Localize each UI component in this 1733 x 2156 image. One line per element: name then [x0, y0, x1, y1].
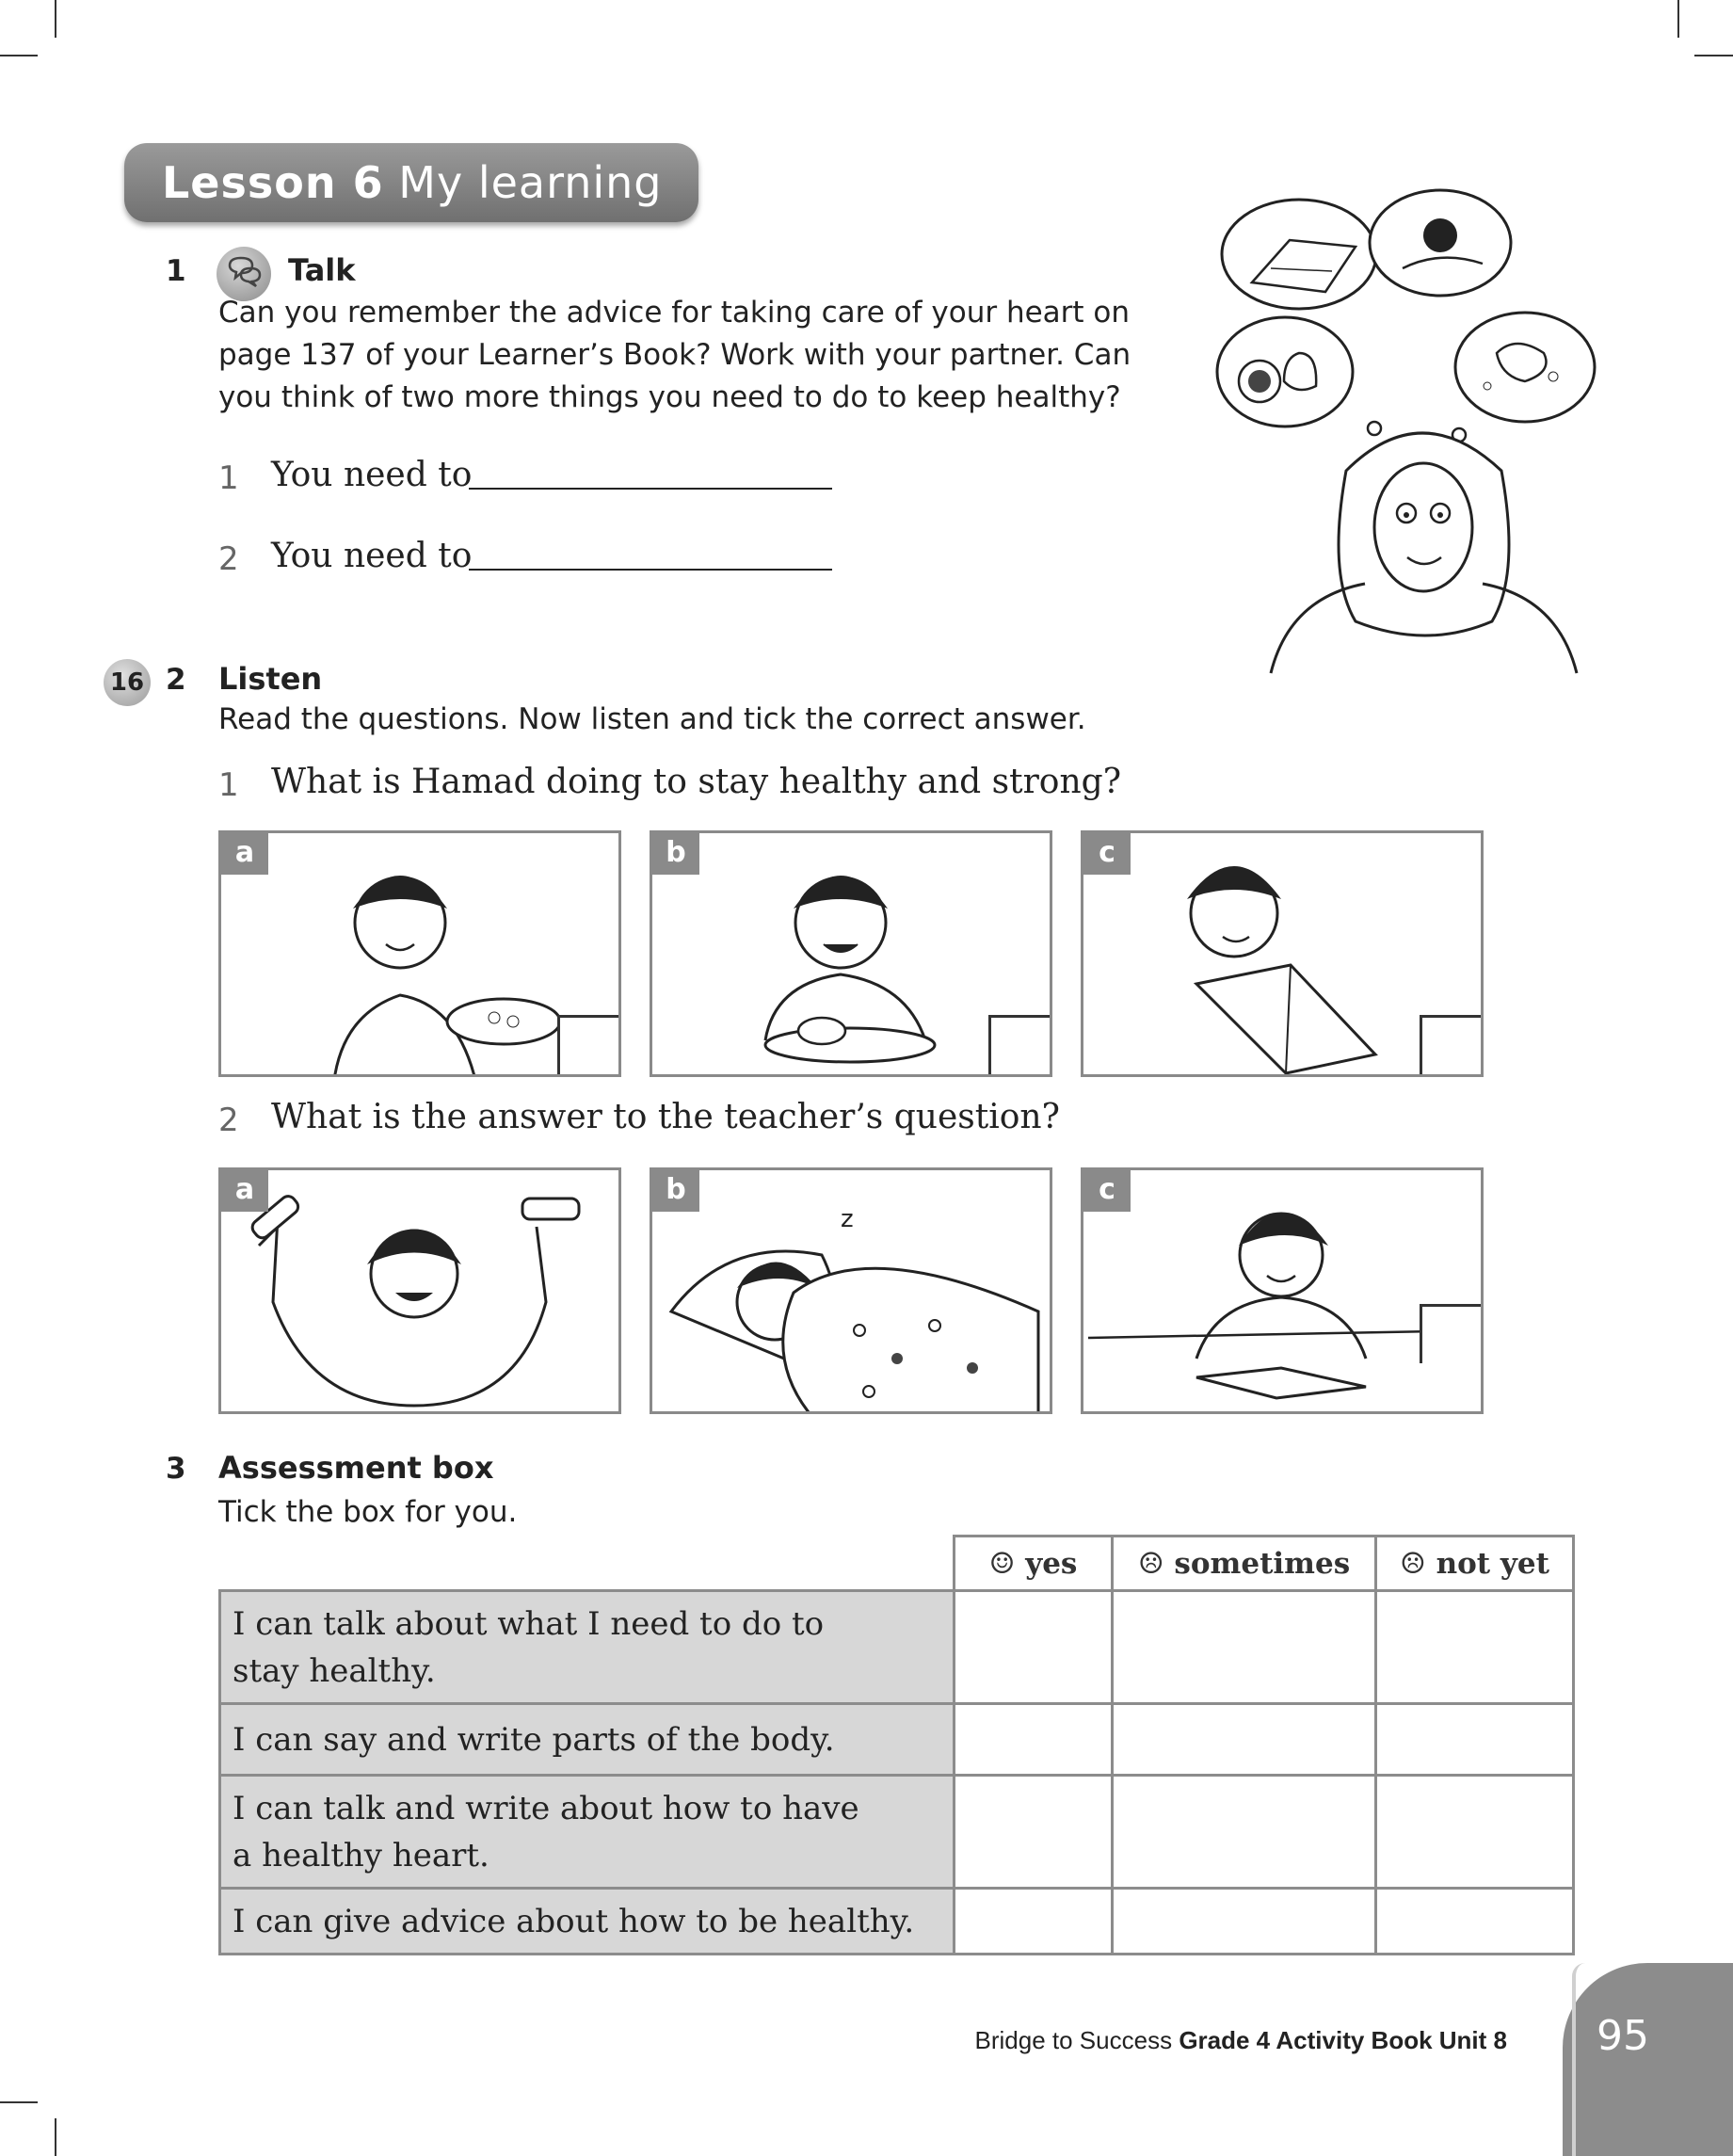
option-panel-1a	[218, 830, 621, 1077]
tick-cell[interactable]	[1376, 1776, 1574, 1889]
option-panel-2a	[218, 1167, 621, 1414]
assessment-row	[220, 1889, 1574, 1955]
tab-accent	[1572, 1963, 1585, 2156]
assessment-statement: I can say and write parts of the body.	[220, 1704, 955, 1776]
item-number: 1	[218, 459, 239, 497]
tick-cell[interactable]	[1376, 1591, 1574, 1704]
column-not-yet	[1376, 1537, 1574, 1591]
question-3-title: Assessment box	[218, 1450, 494, 1486]
page-number-tab	[1563, 1963, 1733, 2156]
assessment-statement: I can talk about what I need to do to stay healthy.	[220, 1591, 955, 1704]
column-label: sometimes	[1174, 1546, 1351, 1581]
column-sometimes	[1113, 1537, 1376, 1591]
option-label: b	[652, 1170, 699, 1212]
tick-cell[interactable]	[1113, 1776, 1376, 1889]
crop-mark	[1677, 0, 1679, 38]
tick-cell[interactable]	[955, 1776, 1113, 1889]
frown-icon: ☹	[1400, 1546, 1426, 1581]
tick-cell[interactable]	[955, 1704, 1113, 1776]
text-line: Can you remember the advice for taking care of your heart on	[218, 296, 1131, 330]
crop-mark	[0, 55, 38, 56]
girl-studying-image	[1083, 1170, 1484, 1414]
assessment-statement: I can talk and write about how to have a healthy heart.	[220, 1776, 955, 1889]
audio-track-badge[interactable]: 16	[104, 659, 151, 706]
answer-prompt: You need to	[271, 456, 473, 494]
option-panel-2c	[1081, 1167, 1484, 1414]
tick-cell[interactable]	[1376, 1889, 1574, 1955]
column-label: not yet	[1436, 1546, 1549, 1581]
assessment-row	[220, 1704, 1574, 1776]
lesson-banner	[124, 143, 698, 222]
crop-mark	[55, 0, 56, 38]
assessment-header-row	[220, 1537, 1574, 1591]
option-panel-1b	[650, 830, 1052, 1077]
tick-cell[interactable]	[1113, 1591, 1376, 1704]
question-1-text	[218, 292, 1131, 419]
option-panel-1c	[1081, 830, 1484, 1077]
crop-mark	[55, 2118, 56, 2156]
option-panel-2b	[650, 1167, 1052, 1414]
option-label: a	[221, 833, 268, 875]
assessment-statement: I can give advice about how to be healthy.	[220, 1889, 955, 1955]
tick-cell[interactable]	[1376, 1704, 1574, 1776]
girl-sleeping-image	[652, 1170, 1052, 1414]
option-label: a	[221, 1170, 268, 1212]
tick-box[interactable]	[1420, 1015, 1481, 1074]
tick-cell[interactable]	[955, 1889, 1113, 1955]
text-line: page 137 of your Learner’s Book? Work with your partner. Can	[218, 338, 1131, 372]
answer-line-2[interactable]	[469, 569, 832, 571]
crop-mark	[0, 2101, 38, 2103]
crop-mark	[1694, 55, 1733, 56]
question-1-number: 1	[166, 254, 186, 288]
question-2-number: 2	[166, 663, 186, 697]
svg-text:z: z	[841, 1205, 854, 1233]
assessment-row	[220, 1776, 1574, 1889]
option-label: c	[1083, 833, 1131, 875]
question-2-instruction: Read the questions. Now listen and tick the correct answer.	[218, 702, 1086, 736]
item-number: 2	[218, 1102, 239, 1139]
tick-box[interactable]	[557, 1015, 618, 1074]
column-yes	[955, 1537, 1113, 1591]
question-3-instruction: Tick the box for you.	[218, 1495, 518, 1529]
question-1-title: Talk	[288, 252, 356, 288]
text-line: you think of two more things you need to do to keep healthy?	[218, 380, 1121, 414]
column-label: yes	[1025, 1546, 1078, 1581]
item-number: 2	[218, 540, 239, 578]
listen-question-2: What is the answer to the teacher’s question?	[271, 1098, 1060, 1136]
assessment-table	[218, 1535, 1575, 1955]
question-2-title: Listen	[218, 661, 323, 697]
tick-cell[interactable]	[1113, 1889, 1376, 1955]
girl-lifting-weights-image	[221, 1170, 621, 1414]
option-label: c	[1083, 1170, 1131, 1212]
tick-box[interactable]	[988, 1015, 1050, 1074]
tick-cell[interactable]	[1113, 1704, 1376, 1776]
item-number: 1	[218, 766, 239, 804]
tick-box[interactable]	[1420, 1304, 1481, 1363]
listen-question-1: What is Hamad doing to stay healthy and strong?	[271, 763, 1122, 801]
option-label: b	[652, 833, 699, 875]
smile-icon: ☺	[988, 1546, 1016, 1581]
lesson-number: Lesson 6	[162, 157, 384, 208]
woman-thinking-illustration	[1214, 188, 1647, 678]
footer-book-title	[975, 2026, 1507, 2055]
neutral-face-icon: ☹	[1137, 1546, 1164, 1581]
answer-prompt: You need to	[271, 537, 473, 575]
lesson-title: My learning	[398, 157, 663, 208]
answer-line-1[interactable]	[469, 488, 832, 490]
footer-detail: Grade 4 Activity Book Unit 8	[1179, 2026, 1507, 2054]
footer-series: Bridge to Success	[974, 2026, 1173, 2054]
assessment-row	[220, 1591, 1574, 1704]
page-number: 95	[1597, 2012, 1649, 2060]
question-3-number: 3	[166, 1452, 186, 1486]
tick-cell[interactable]	[955, 1591, 1113, 1704]
